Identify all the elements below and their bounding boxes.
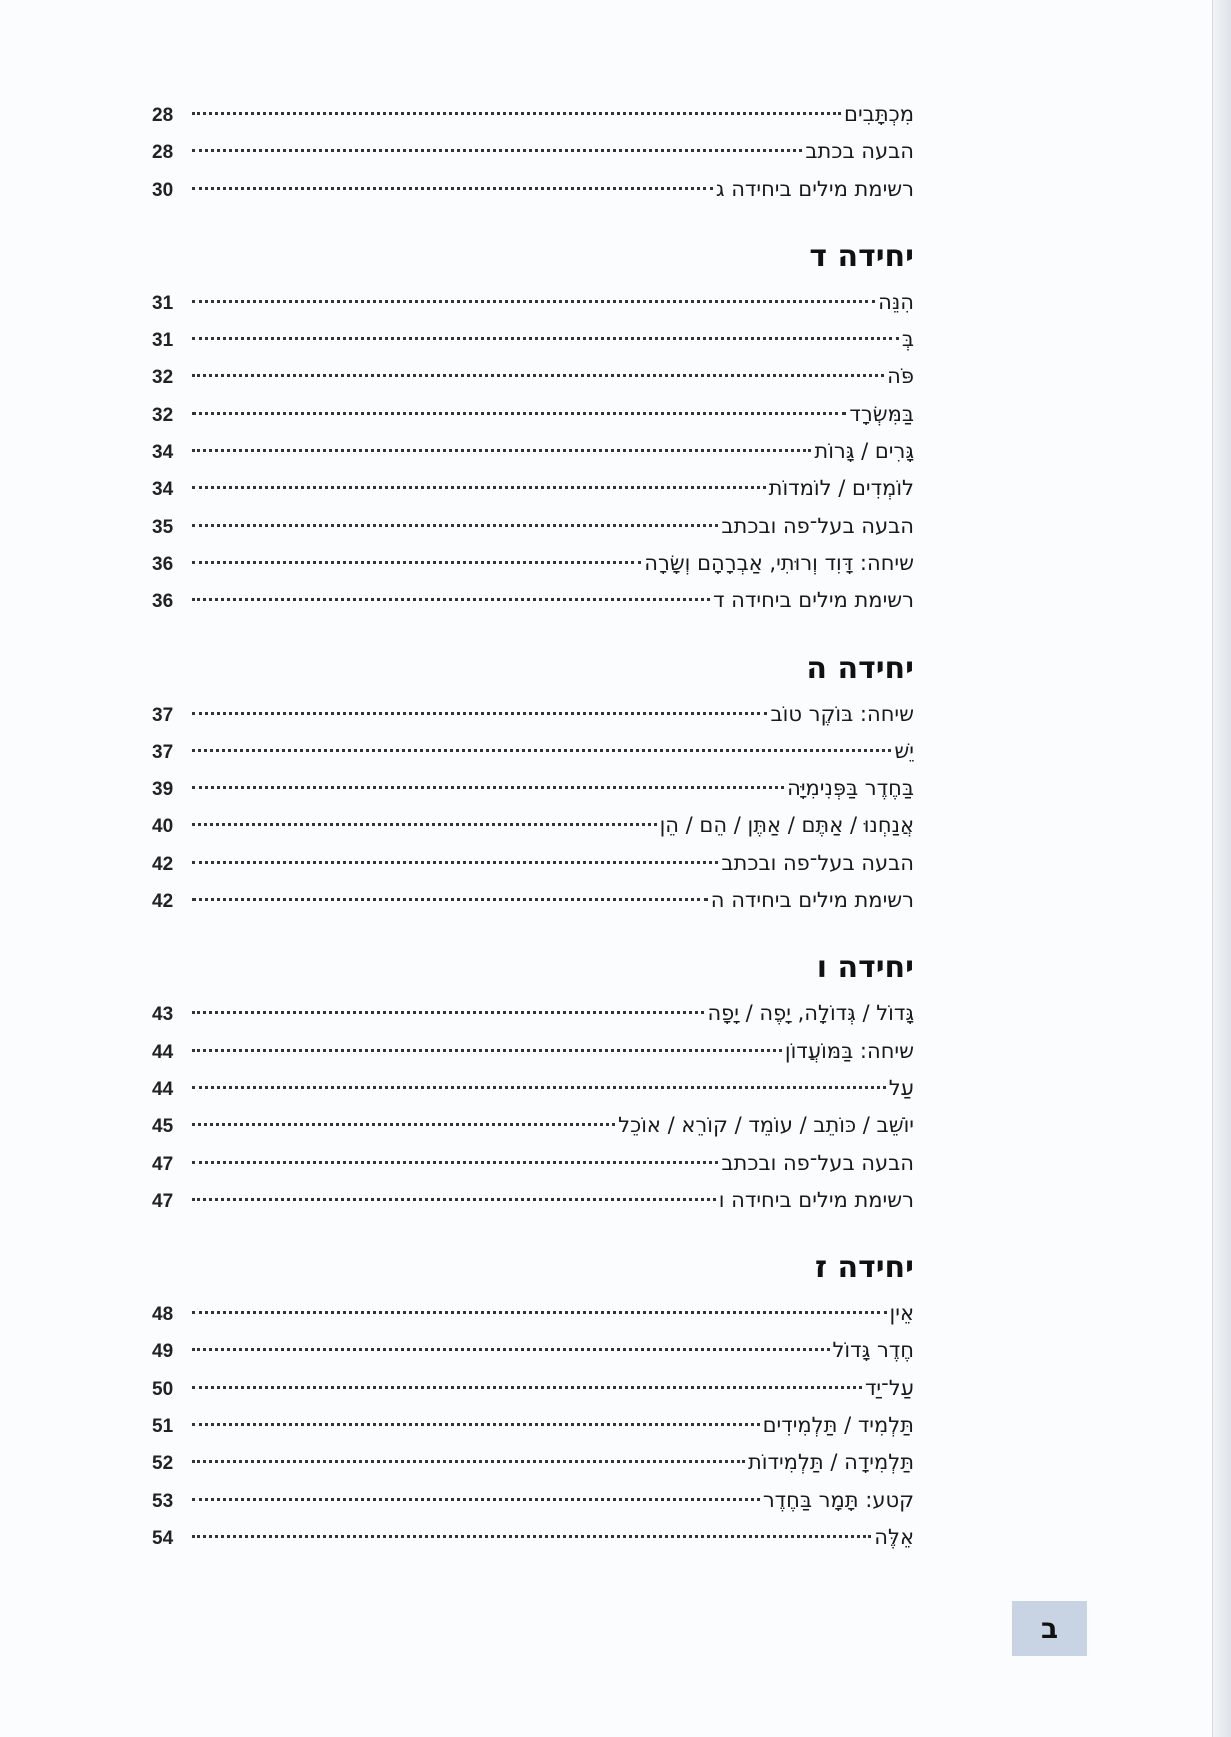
- dot-leader: [192, 1535, 871, 1538]
- toc-entry-page-number: 42: [152, 891, 174, 913]
- toc-entry-title: שיחה: דָּוִד וְרוּתִי, אַבְרָהָם וְשָׂרָה: [644, 550, 914, 575]
- toc-entry-title: הבעה בכתב: [805, 139, 914, 164]
- toc-section: [152, 642, 914, 920]
- page-letter: ב: [1040, 1612, 1059, 1645]
- dot-leader: [192, 1198, 716, 1201]
- dot-leader: [192, 187, 713, 190]
- section-heading: יחידה ז: [815, 1250, 914, 1286]
- dot-leader: [192, 486, 766, 489]
- toc-entry-page-number: 30: [152, 179, 174, 201]
- toc-entry-title: הבעה בעל־פה ובכתב: [721, 850, 914, 875]
- dot-leader: [192, 1161, 718, 1164]
- toc-entry-page-number: 31: [152, 292, 174, 314]
- page-number-badge: [1012, 1601, 1087, 1656]
- toc-entry: [152, 582, 914, 619]
- toc-entry-page-number: 43: [152, 1004, 174, 1026]
- toc-entry: [152, 284, 914, 321]
- toc-entry-title: רשימת מילים ביחידה ד: [713, 588, 914, 613]
- toc-entry: [152, 96, 914, 133]
- toc-entry-page-number: 32: [152, 404, 174, 426]
- section-c-tail: [152, 96, 914, 208]
- toc-entry-title: מִכְתָּבִים: [844, 102, 914, 126]
- dot-leader: [192, 300, 875, 303]
- toc-entry-title: תַּלְמִיד / תַּלְמִידִים: [762, 1413, 914, 1438]
- toc-entry-page-number: 34: [152, 479, 174, 501]
- toc-entry-title: בַּחֶדֶר בַּפְּנִימִיָּה: [787, 776, 914, 801]
- toc-entry-title: חֶדֶר גָּדוֹל: [832, 1338, 914, 1363]
- toc-entry-title: עַל: [888, 1075, 914, 1100]
- toc-entry-title: קטע: תָּמָר בַּחֶדֶר: [762, 1487, 914, 1512]
- sections-container: [152, 230, 914, 1556]
- toc-entry-title: יוֹשֵׁב / כּוֹתֵב / עוֹמֵד / קוֹרֵא / אוֹכֵל: [618, 1113, 914, 1138]
- toc-entry-page-number: 47: [152, 1153, 174, 1175]
- toc-entry-title: תַּלְמִידָה / תַּלְמִידוֹת: [748, 1450, 914, 1475]
- section-heading: יחידה ד: [809, 238, 914, 274]
- toc-entry-page-number: 54: [152, 1527, 174, 1549]
- toc-entry-page-number: 32: [152, 367, 174, 389]
- toc-entry-page-number: 45: [152, 1116, 174, 1138]
- toc-entry-title: לוֹמְדִים / לוֹמדוֹת: [768, 476, 914, 501]
- toc-entry-title: אֲנַחְנוּ / אַתֶּם / אַתֶּן / הֵם / הֵן: [659, 813, 914, 838]
- dot-leader: [192, 786, 784, 789]
- toc-entry-title: בַּמִּשְׂרָד: [849, 401, 914, 426]
- toc-entry-title: הבעה בעל־פה ובכתב: [721, 1150, 914, 1175]
- table-of-contents: [152, 96, 914, 1556]
- toc-entry-page-number: 40: [152, 816, 174, 838]
- toc-entry-page-number: 28: [152, 142, 174, 164]
- dot-leader: [192, 561, 641, 564]
- toc-entry-title: עַל־יַד: [864, 1375, 914, 1400]
- dot-leader: [192, 112, 841, 115]
- toc-entry: [152, 1482, 914, 1519]
- toc-entry-page-number: 49: [152, 1341, 174, 1363]
- toc-entry-page-number: 37: [152, 704, 174, 726]
- toc-entry: [152, 358, 914, 395]
- toc-entry-title: רשימת מילים ביחידה ה: [710, 888, 914, 913]
- toc-entry-title: גָּדוֹל / גְּדוֹלָה, יָפֶה / יָפָה: [707, 1001, 914, 1026]
- dot-leader: [192, 598, 710, 601]
- dot-leader: [192, 898, 708, 901]
- dot-leader: [192, 861, 718, 864]
- toc-entry: [152, 470, 914, 507]
- dot-leader: [192, 1086, 886, 1089]
- toc-entry-title: הבעה בעל־פה ובכתב: [721, 513, 914, 538]
- dot-leader: [192, 1348, 830, 1351]
- toc-entry-page-number: 36: [152, 553, 174, 575]
- toc-entry: [152, 1370, 914, 1407]
- toc-entry-page-number: 48: [152, 1304, 174, 1326]
- toc-entry: [152, 508, 914, 545]
- dot-leader: [192, 749, 891, 752]
- toc-entry-title: פֹּה: [887, 364, 914, 389]
- section-heading: יחידה ו: [816, 950, 914, 986]
- dot-leader: [192, 1123, 615, 1126]
- dot-leader: [192, 449, 811, 452]
- toc-entry-title: שיחה: בּוֹקֶר טוֹב: [770, 701, 914, 726]
- dot-leader: [192, 1423, 760, 1426]
- toc-entry: [152, 171, 914, 208]
- dot-leader: [192, 1460, 745, 1463]
- toc-entry-page-number: 44: [152, 1041, 174, 1063]
- toc-entry-title: אֵין: [889, 1301, 914, 1326]
- dot-leader: [192, 1049, 782, 1052]
- toc-entry-title: הִנֵּה: [878, 289, 914, 314]
- toc-entry-page-number: 34: [152, 442, 174, 464]
- dot-leader: [192, 712, 767, 715]
- toc-entry-page-number: 53: [152, 1490, 174, 1512]
- toc-entry: [152, 733, 914, 770]
- toc-entry-page-number: 47: [152, 1190, 174, 1212]
- toc-entry: [152, 1182, 914, 1219]
- page-edge: [1212, 0, 1231, 1737]
- toc-entry-title: רשימת מילים ביחידה ג: [715, 176, 914, 201]
- dot-leader: [192, 412, 846, 415]
- toc-section: [152, 230, 914, 620]
- toc-entry-title: אֵלֶּה: [874, 1524, 914, 1549]
- toc-entry-title: בְּ: [901, 327, 914, 352]
- toc-entry: [152, 1295, 914, 1332]
- toc-entry-page-number: 31: [152, 330, 174, 352]
- section-heading: יחידה ה: [806, 650, 914, 686]
- dot-leader: [192, 1011, 704, 1014]
- toc-entry: [152, 321, 914, 358]
- toc-entry-page-number: 51: [152, 1416, 174, 1438]
- toc-entry-page-number: 52: [152, 1453, 174, 1475]
- toc-section: [152, 1241, 914, 1556]
- dot-leader: [192, 149, 802, 152]
- toc-entry: [152, 545, 914, 582]
- dot-leader: [192, 1311, 887, 1314]
- toc-entry: [152, 1332, 914, 1369]
- toc-entry-page-number: 42: [152, 853, 174, 875]
- toc-entry-title: גָּרִים / גָּרוֹת: [814, 439, 914, 464]
- dot-leader: [192, 374, 884, 377]
- toc-entry-title: יֵשׁ: [894, 738, 914, 763]
- toc-entry: [152, 882, 914, 919]
- toc-entry: [152, 1145, 914, 1182]
- toc-entry: [152, 845, 914, 882]
- toc-entry-page-number: 28: [152, 105, 174, 126]
- toc-entry-title: רשימת מילים ביחידה ו: [718, 1187, 914, 1212]
- toc-entry: [152, 1519, 914, 1556]
- toc-entry: [152, 995, 914, 1032]
- toc-entry-page-number: 36: [152, 591, 174, 613]
- dot-leader: [192, 524, 718, 527]
- toc-entry-page-number: 37: [152, 741, 174, 763]
- toc-entry: [152, 1444, 914, 1481]
- toc-entry-page-number: 44: [152, 1078, 174, 1100]
- toc-entry-title: שיחה: בַּמּוֹעֲדוֹן: [784, 1038, 914, 1063]
- dot-leader: [192, 1498, 760, 1501]
- dot-leader: [192, 337, 899, 340]
- toc-entry-page-number: 39: [152, 779, 174, 801]
- toc-entry: [152, 696, 914, 733]
- toc-entry: [152, 1070, 914, 1107]
- toc-entry: [152, 396, 914, 433]
- toc-entry: [152, 1107, 914, 1144]
- toc-entry: [152, 1033, 914, 1070]
- toc-entry-page-number: 50: [152, 1378, 174, 1400]
- toc-entry: [152, 807, 914, 844]
- dot-leader: [192, 1386, 862, 1389]
- toc-entry: [152, 1407, 914, 1444]
- toc-entry: [152, 770, 914, 807]
- toc-entry-page-number: 35: [152, 516, 174, 538]
- dot-leader: [192, 823, 657, 826]
- toc-section: [152, 941, 914, 1219]
- toc-entry: [152, 433, 914, 470]
- toc-entry: [152, 133, 914, 170]
